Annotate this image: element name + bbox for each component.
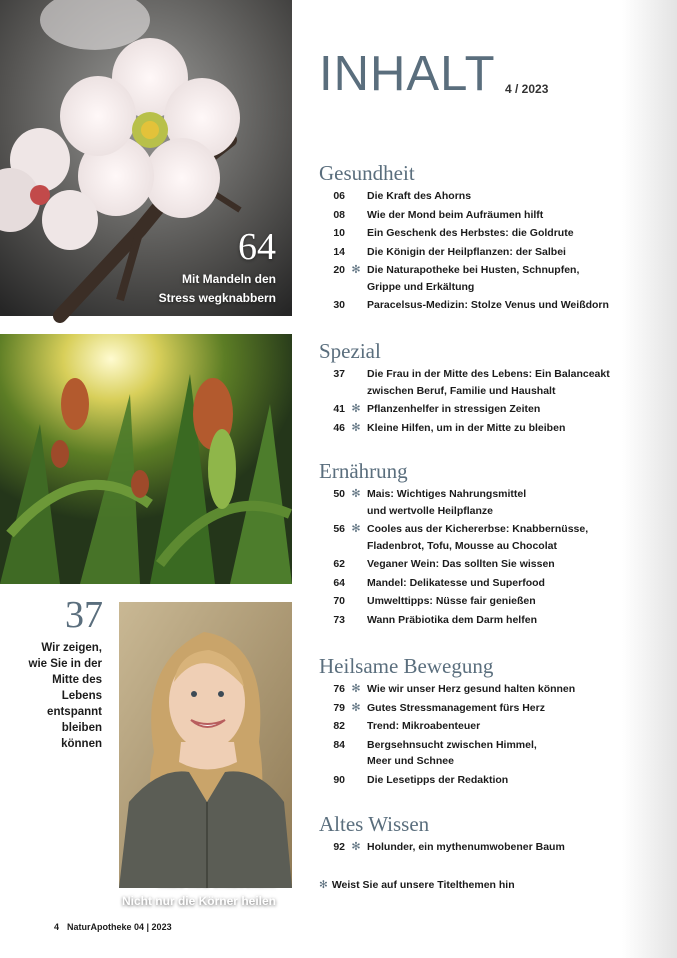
- toc-entry[interactable]: [319, 521, 629, 554]
- toc-entry[interactable]: [319, 612, 629, 629]
- toc-entry[interactable]: [319, 575, 629, 592]
- entry-title: [367, 486, 629, 519]
- entry-title-line: Die Naturapotheke bei Husten, Schnupfen,: [367, 264, 580, 276]
- section-heading: Spezial: [319, 339, 381, 363]
- cover-topic-star-icon: ✻: [351, 683, 361, 695]
- entry-page-number: 92: [333, 841, 345, 853]
- entry-page-number: 79: [333, 701, 345, 714]
- entry-page-number: 82: [333, 720, 345, 732]
- toc-entry[interactable]: [319, 718, 629, 735]
- balance-caption-line: Wir zeigen,: [41, 642, 102, 654]
- almond-feature-caption: [46, 270, 276, 308]
- issue-number: 4 / 2023: [505, 82, 549, 96]
- toc-entry[interactable]: [319, 244, 629, 261]
- entry-title: [367, 401, 629, 418]
- entry-title: [367, 262, 629, 295]
- footer-page-number: 4: [54, 922, 60, 932]
- footer-publication: NaturApotheke 04 | 2023: [67, 922, 172, 932]
- entry-title: [367, 420, 629, 437]
- entry-title-line: Ein Geschenk des Herbstes: die Goldrute: [367, 227, 574, 239]
- cover-topic-star-icon: ✻: [351, 488, 361, 500]
- cover-topic-star-icon: ✻: [351, 701, 361, 714]
- toc-entry[interactable]: [319, 207, 629, 224]
- entry-title: [367, 681, 629, 698]
- entry-title-line: Die Lesetipps der Redaktion: [367, 773, 509, 786]
- entry-page-number: 08: [333, 208, 345, 221]
- entry-title-line: Die Königin der Heilpflanzen: der Salbei: [367, 245, 566, 258]
- page-title: INHALT: [319, 47, 496, 101]
- entry-title-line: zwischen Beruf, Familie und Haushalt: [367, 384, 556, 397]
- entry-title: [367, 244, 629, 261]
- cover-topic-star-icon: ✻: [351, 403, 361, 415]
- entry-title: [367, 612, 629, 629]
- balance-caption-line: wie Sie in der: [28, 658, 102, 670]
- entry-page-number: 76: [333, 683, 345, 695]
- section-heading: Ernährung: [319, 459, 408, 483]
- corn-caption-line: Nicht nur die Körner heilen: [121, 894, 276, 908]
- entry-title-line: Cooles aus der Kichererbse: Knabbernüsse,: [367, 523, 589, 535]
- toc-section: [319, 653, 629, 790]
- entry-page-number: 84: [333, 738, 345, 751]
- toc-section: [319, 811, 629, 858]
- entry-title: [367, 593, 629, 610]
- page-edge-shadow: [622, 0, 677, 958]
- entry-title-line: Wie wir unser Herz gesund halten können: [367, 683, 576, 695]
- toc-section: [319, 338, 629, 438]
- entry-page-number: 56: [333, 523, 345, 535]
- entry-title-line: Trend: Mikroabenteuer: [367, 720, 481, 732]
- toc-entry[interactable]: [319, 700, 629, 717]
- smiling-woman-photo[interactable]: [119, 602, 292, 888]
- entry-title: [367, 188, 629, 205]
- entry-title-line: Wie der Mond beim Aufräumen hilft: [367, 208, 544, 221]
- entry-title-line: Wann Präbiotika dem Darm helfen: [367, 613, 537, 626]
- balance-caption-line: Mitte des: [52, 674, 102, 686]
- toc-entry[interactable]: [319, 839, 629, 856]
- balance-caption-line: können: [61, 738, 102, 750]
- entry-title-line: und wertvolle Heilpflanze: [367, 504, 494, 517]
- entry-title-line: Umwelttipps: Nüsse fair genießen: [367, 595, 536, 607]
- entry-title: [367, 575, 629, 592]
- almond-feature-page-number: 64: [238, 226, 276, 268]
- toc-entry[interactable]: [319, 681, 629, 698]
- entry-title-line: Paracelsus-Medizin: Stolze Venus und Weißdorn: [367, 299, 609, 311]
- toc-entry[interactable]: [319, 297, 629, 314]
- entry-title-line: Gutes Stressmanagement fürs Herz: [367, 701, 545, 714]
- star-icon: ✻: [319, 879, 328, 891]
- entry-page-number: 30: [333, 299, 345, 311]
- entry-title-line: Die Frau in der Mitte des Lebens: Ein Balanceakt: [367, 368, 610, 380]
- entry-page-number: 06: [333, 190, 345, 202]
- balance-feature-page-number: 37: [65, 594, 103, 636]
- entry-title-line: Bergsehnsucht zwischen Himmel,: [367, 738, 537, 751]
- entry-title-line: Kleine Hilfen, um in der Mitte zu bleiben: [367, 421, 566, 434]
- entry-title: [367, 556, 629, 573]
- balance-caption-line: entspannt: [47, 706, 102, 718]
- entry-title-line: Mais: Wichtiges Nahrungsmittel: [367, 488, 527, 500]
- almond-blossom-photo[interactable]: [0, 0, 292, 316]
- cover-topic-star-icon: ✻: [351, 841, 361, 853]
- entry-title: [367, 737, 629, 770]
- entry-page-number: 73: [333, 613, 345, 626]
- entry-title: [367, 772, 629, 789]
- toc-entry[interactable]: [319, 225, 629, 242]
- toc-entry[interactable]: [319, 556, 629, 573]
- entry-title-line: Holunder, ein mythenumwobener Baum: [367, 841, 565, 853]
- entry-page-number: 50: [333, 488, 345, 500]
- balance-feature-caption: [0, 640, 102, 752]
- section-heading: Altes Wissen: [319, 812, 430, 836]
- toc-entry[interactable]: [319, 772, 629, 789]
- entry-title: [367, 718, 629, 735]
- entry-title-line: Pflanzenhelfer in stressigen Zeiten: [367, 403, 541, 415]
- entry-title-line: Meer und Schnee: [367, 755, 454, 767]
- toc-entry[interactable]: [319, 401, 629, 418]
- entry-page-number: 70: [333, 595, 345, 607]
- entry-page-number: 46: [333, 421, 345, 434]
- entry-title-line: Grippe und Erkältung: [367, 280, 475, 293]
- toc-section: [319, 160, 629, 316]
- entry-title: [367, 521, 629, 554]
- entry-title-line: Veganer Wein: Das sollten Sie wissen: [367, 558, 555, 570]
- entry-title: [367, 207, 629, 224]
- balance-caption-line: bleiben: [61, 722, 102, 734]
- entry-title: [367, 297, 629, 314]
- cover-topic-star-icon: ✻: [351, 421, 361, 434]
- entry-page-number: 41: [333, 403, 345, 415]
- balance-caption-line: Lebens: [61, 690, 102, 702]
- entry-page-number: 37: [333, 368, 345, 380]
- entry-title-line: Mandel: Delikatesse und Superfood: [367, 576, 545, 589]
- almond-caption-line: Mit Mandeln den: [182, 272, 276, 286]
- entry-title-line: Fladenbrot, Tofu, Mousse au Chocolat: [367, 539, 557, 552]
- legend: [319, 877, 515, 893]
- toc-section: [319, 458, 629, 630]
- section-heading: Gesundheit: [319, 161, 415, 185]
- section-heading: Heilsame Bewegung: [319, 654, 494, 678]
- entry-page-number: 10: [333, 227, 345, 239]
- entry-title: [367, 366, 629, 399]
- entry-page-number: 14: [333, 245, 345, 258]
- toc-entry[interactable]: [319, 593, 629, 610]
- almond-caption-line: Stress wegknabbern: [158, 291, 276, 305]
- entry-title-line: Die Kraft des Ahorns: [367, 190, 472, 202]
- legend-text: Weist Sie auf unsere Titelthemen hin: [331, 879, 515, 891]
- entry-title: [367, 839, 629, 856]
- cover-topic-star-icon: ✻: [351, 264, 361, 276]
- entry-title: [367, 700, 629, 717]
- toc-entry[interactable]: [319, 420, 629, 437]
- toc-entry[interactable]: [319, 737, 629, 770]
- entry-page-number: 64: [333, 576, 345, 589]
- entry-page-number: 90: [333, 773, 345, 786]
- entry-page-number: 20: [333, 264, 345, 276]
- toc-entry[interactable]: [319, 366, 629, 399]
- toc-entry[interactable]: [319, 486, 629, 519]
- page-footer: [54, 922, 180, 932]
- toc-entry[interactable]: [319, 262, 629, 295]
- entry-title: [367, 225, 629, 242]
- toc-entry[interactable]: [319, 188, 629, 205]
- entry-page-number: 62: [333, 558, 345, 570]
- cover-topic-star-icon: ✻: [351, 523, 361, 535]
